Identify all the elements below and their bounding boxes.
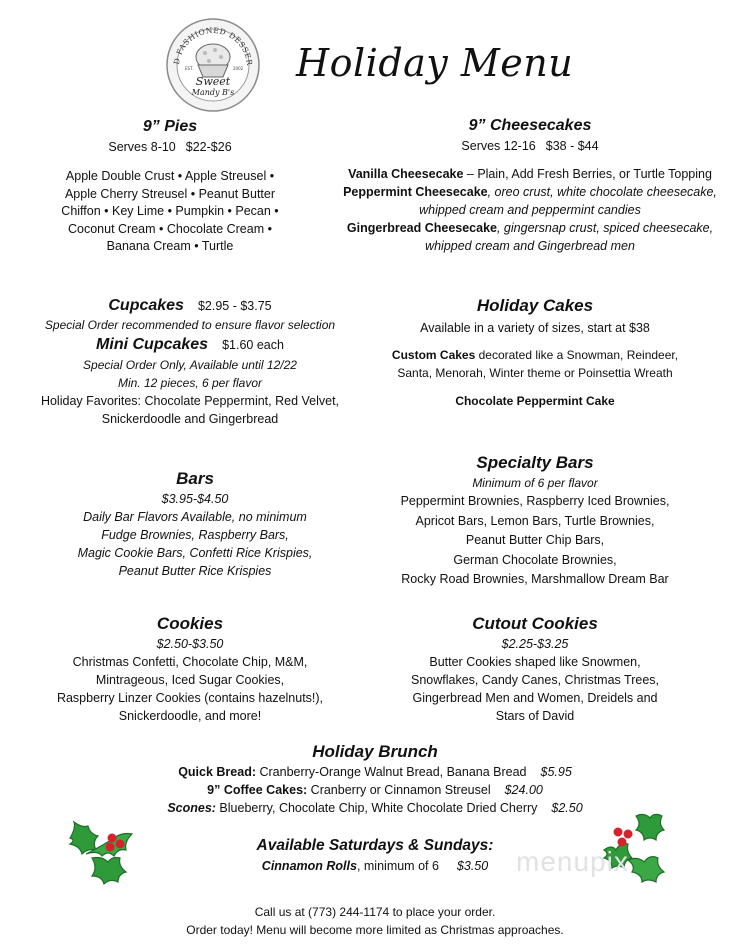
cookies-heading: Cookies [156, 614, 224, 633]
cheesecakes-heading: 9” Cheesecakes [468, 117, 592, 134]
pies-section: 9” Pies Serves 8-10 $22-$26 Apple Double Crust • Apple Streusel • Apple Cherry Streusel • Peanut Butter Chiffon • Key Lime • Pumpkin • Pecan • Coconut Cream • Chocolate Cream • Banana Cream • Turtle [40, 117, 300, 256]
cookies-section: Cookies $2.50-$3.50 Christmas Confetti, Chocolate Chip, M&M, Mintrageous, Iced Sugar Cookies, Raspberry Linzer Cookies (contains hazelnuts!), Snickerdoodle, and more! [20, 614, 360, 725]
holly-left-icon [62, 818, 142, 888]
specialty-bars-section: Specialty Bars Minimum of 6 per flavor Peppermint Brownies, Raspberry Iced Brownies, Apricot Bars, Lemon Bars, Turtle Brownies, Peanut Butter Chip Bars, German Chocolate Brownies, Rocky Road Brownies, Marshmallow Dream Bar [330, 453, 740, 590]
holiday-cakes-section: Holiday Cakes Available in a variety of sizes, start at $38 Custom Cakes decorated like a Snowman, Reindeer, Santa, Menorah, Winter theme or Poinsettia Wreath Chocolate Peppermint Cake [320, 296, 750, 410]
cutout-cookies-heading: Cutout Cookies [472, 614, 598, 633]
pies-line: Chiffon • Key Lime • Pumpkin • Pecan • [61, 204, 279, 218]
pies-heading: 9” Pies [142, 118, 198, 135]
holiday-cakes-heading: Holiday Cakes [476, 296, 594, 315]
cupcakes-section: Cupcakes $2.95 - $3.75 Special Order recommended to ensure flavor selection Mini Cupcakes $1.60 each Special Order Only, Available until 12/22 Min. 12 pieces, 6 per flavor Holiday Favorites: Chocolate Peppermint, Red Velvet, Snickerdoodle and Gingerbread [40, 297, 340, 426]
menupix-watermark: menupix [516, 846, 629, 877]
holiday-brunch-heading: Holiday Brunch [312, 742, 438, 761]
footer [100, 903, 650, 939]
cutout-cookies-section: Cutout Cookies $2.25-$3.25 Butter Cookies shaped like Snowmen, Snowflakes, Candy Canes, Christmas Trees, Gingerbread Men and Women, Dreidels and Stars of David [330, 614, 740, 725]
cheesecakes-section: 9” Cheesecakes Serves 12-16 $38 - $44 Vanilla Cheesecake – Plain, Add Fresh Berries, or Turtle Topping Peppermint Cheesecake, oreo crust, white chocolate cheesecake, whipped cream and peppermint candies Gingerbread Cheesecake, gingersnap crust, spiced cheesecake, whipped cream and Gingerbread men [310, 116, 750, 255]
logo-arc-text: D FASHIONED DESSER [172, 25, 255, 67]
bakery-logo [165, 17, 261, 113]
svg-text:EST.: EST. [185, 66, 194, 71]
mini-cupcakes-heading: Mini Cupcakes [96, 336, 209, 353]
logo-brand: Sweet [195, 75, 231, 88]
page-title: Holiday Menu [296, 41, 574, 85]
holiday-brunch-section: Holiday Brunch Quick Bread: Cranberry-Orange Walnut Bread, Banana Bread $5.95 9” Coffee Cakes: Cranberry or Cinnamon Streusel $24.00 Scones: Blueberry, Chocolate Chip, White Chocolate Dried Cherry $2.50 [100, 742, 650, 817]
specialty-bars-heading: Specialty Bars [476, 453, 594, 472]
chocolate-peppermint-cake: Chocolate Peppermint Cake [455, 394, 615, 408]
pies-line: Apple Double Crust • Apple Streusel • [65, 169, 275, 183]
weekend-heading: Available Saturdays & Sundays: [256, 837, 494, 854]
weekend-section: Available Saturdays & Sundays: Cinnamon Rolls, minimum of 6 $3.50 [150, 836, 600, 875]
bars-heading: Bars [176, 469, 214, 488]
svg-text:Mandy B's: Mandy B's [191, 88, 235, 97]
footer-order: Order today! Menu will become more limited as Christmas approaches. [186, 923, 564, 937]
pies-line: Coconut Cream • Chocolate Cream • [68, 221, 272, 236]
svg-text:2002: 2002 [233, 66, 244, 71]
pies-line: Apple Cherry Streusel • Peanut Butter [64, 186, 276, 201]
footer-call: Call us at (773) 244-1174 to place your order. [254, 905, 496, 919]
cupcakes-heading: Cupcakes [108, 297, 184, 314]
bars-section: Bars $3.95-$4.50 Daily Bar Flavors Available, no minimum Fudge Brownies, Raspberry Bars, Magic Cookie Bars, Confetti Rice Krispies, Peanut Butter Rice Krispies [30, 469, 360, 580]
pies-line: Banana Cream • Turtle [106, 239, 234, 253]
